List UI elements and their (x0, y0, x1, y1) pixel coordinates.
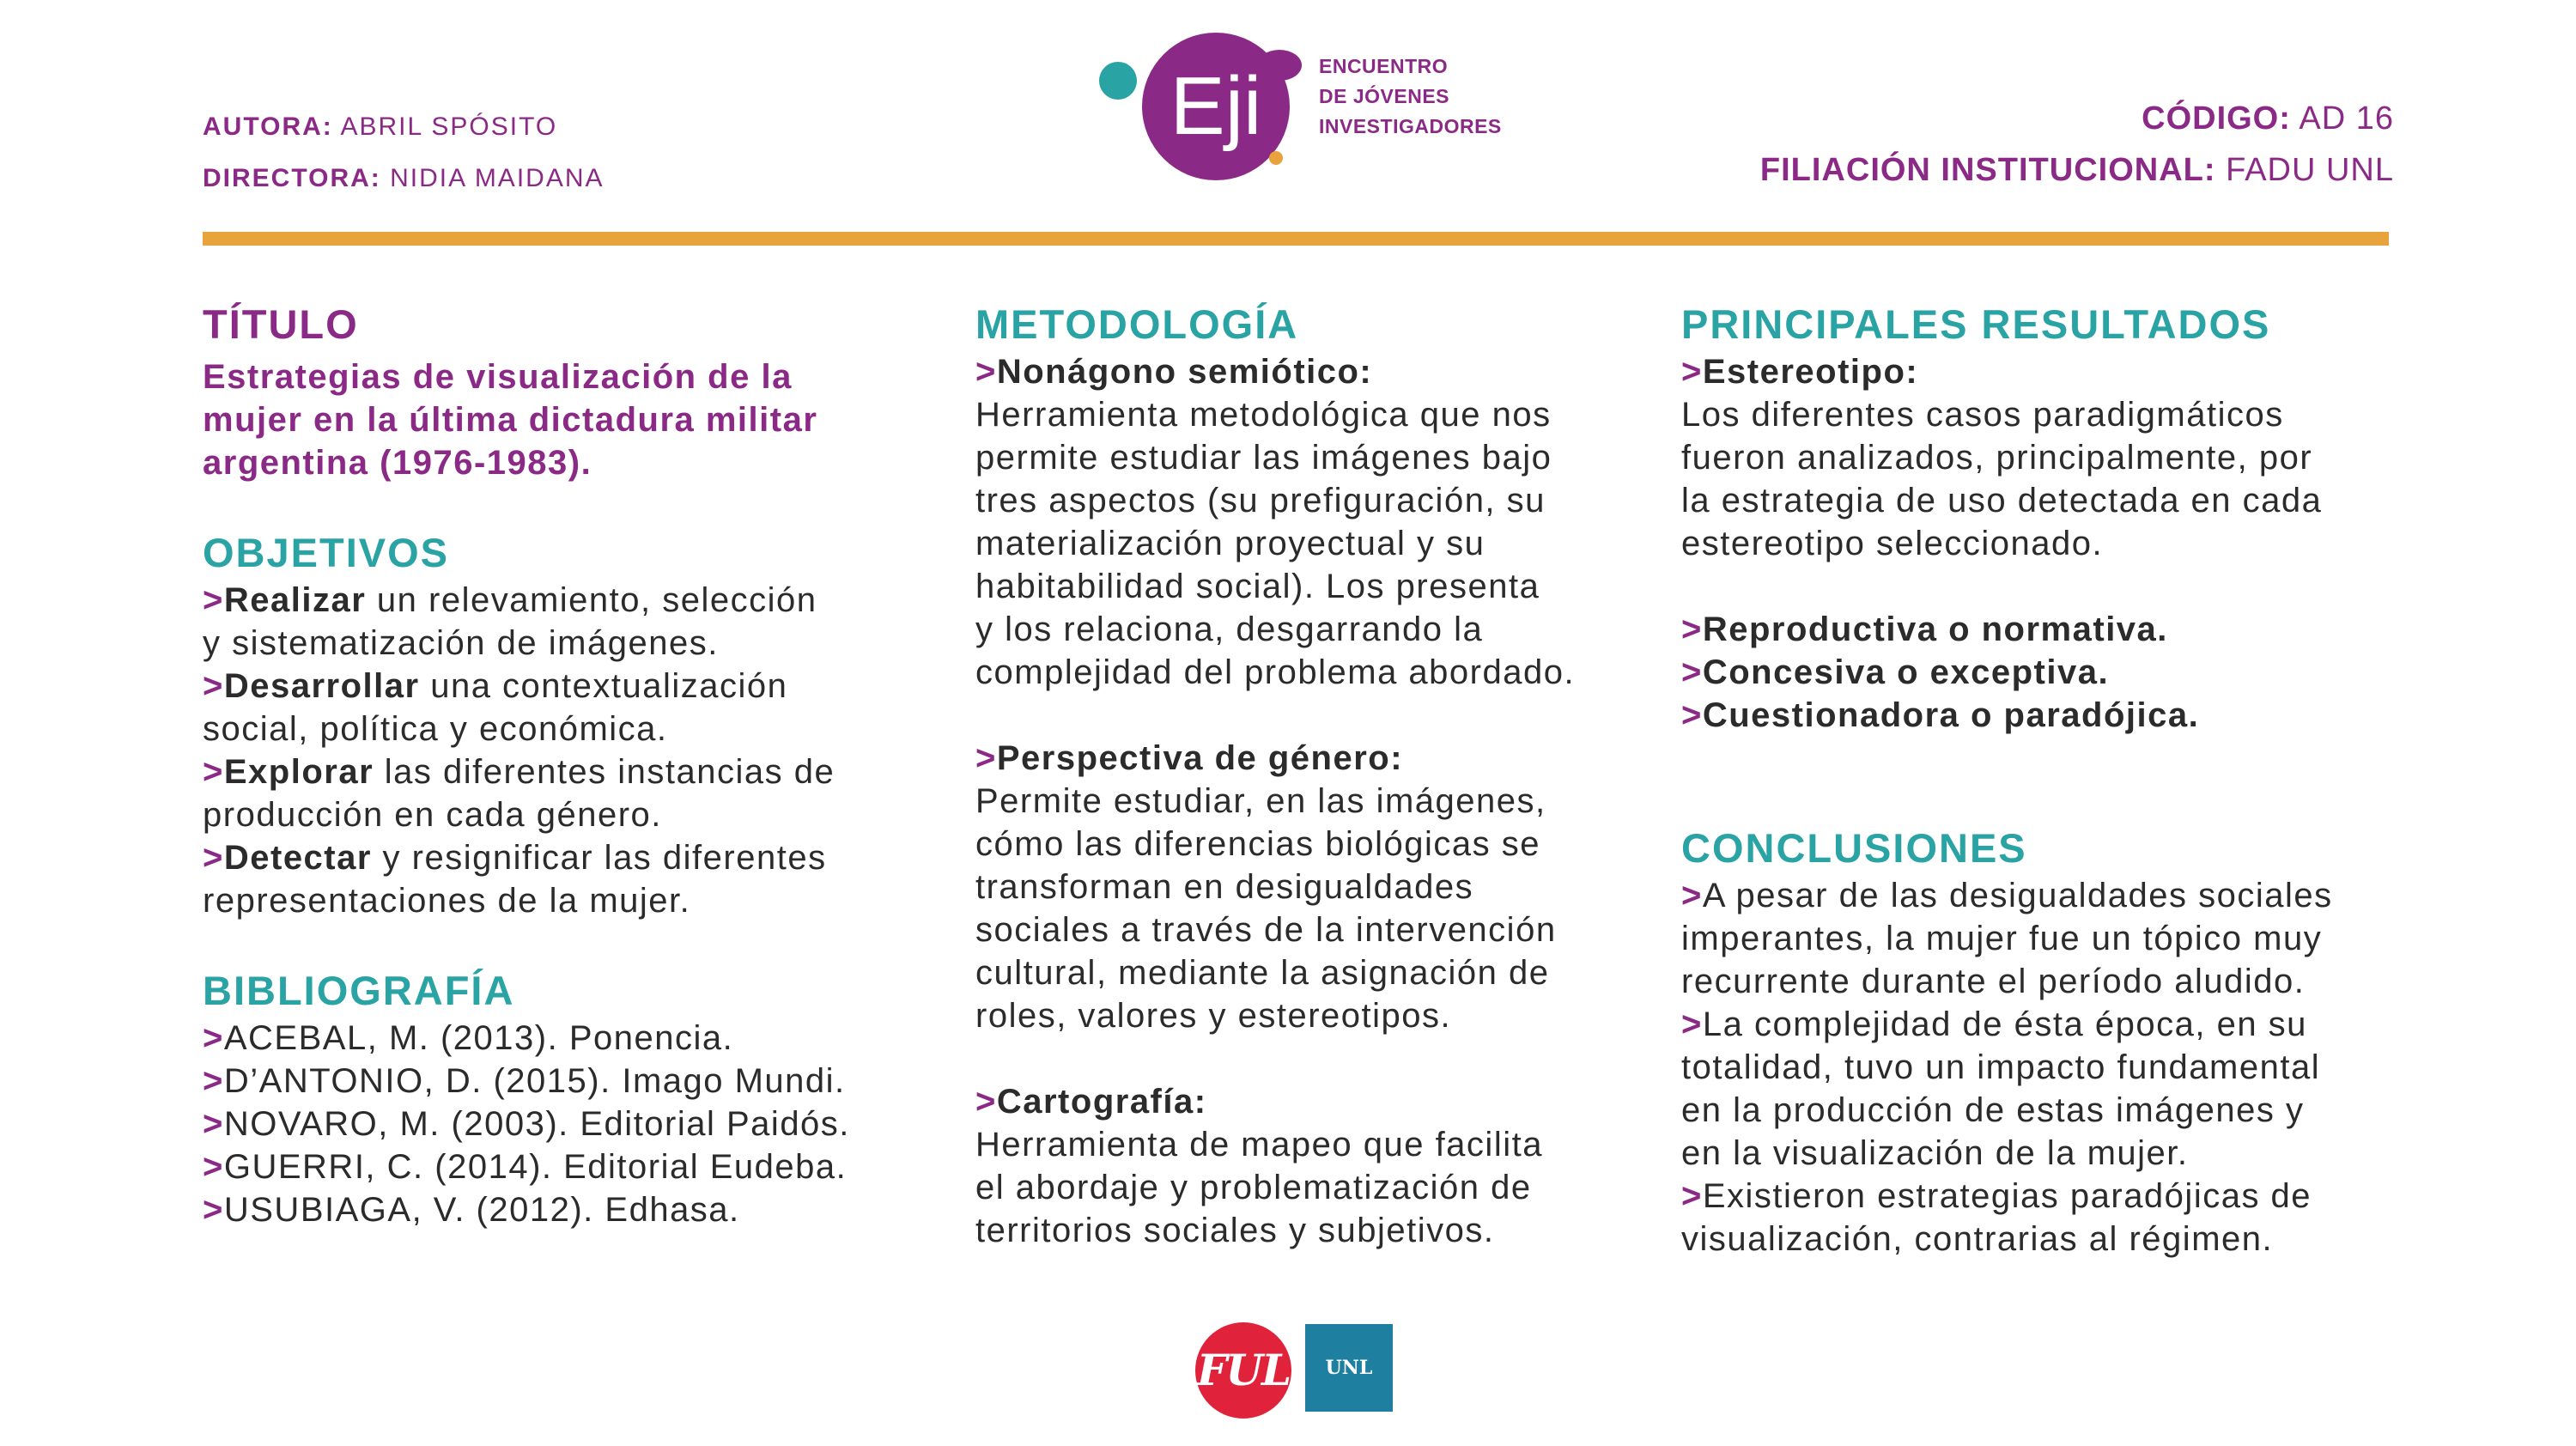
bib-item (203, 1145, 907, 1188)
resultados-heading: PRINCIPALES RESULTADOS (1681, 301, 2271, 347)
section-text: roles, valores y estereotipos. (975, 997, 1452, 1035)
objetivo-text: y resignificar las diferentes (371, 839, 827, 877)
column-left (203, 299, 907, 1231)
type-item (1681, 651, 2403, 694)
title-line: argentina (1976-1983). (203, 444, 592, 482)
metodologia-section (975, 350, 1680, 694)
metodologia-section (975, 1080, 1680, 1252)
bib-text: USUBIAGA, V. (2012). Edhasa. (223, 1191, 740, 1229)
bullet-marker: > (203, 1191, 224, 1229)
header-divider (203, 232, 2389, 246)
objetivos-heading: OBJETIVOS (203, 530, 450, 575)
objetivo-item (203, 579, 907, 665)
eji-logo-text (1319, 52, 1502, 142)
autora-line (203, 101, 605, 153)
spacer (203, 922, 907, 965)
bullet-marker: > (1681, 653, 1703, 691)
conclusion-text: La complejidad de ésta época, en su (1702, 1006, 2307, 1043)
bullet-marker: > (203, 753, 224, 791)
directora-value: NIDIA MAIDANA (390, 164, 605, 192)
bib-item (203, 1188, 907, 1231)
objetivo-item (203, 750, 907, 836)
bullet-marker: > (975, 353, 997, 391)
section-text: cómo las diferencias biológicas se (975, 825, 1540, 863)
type-item (1681, 608, 2403, 651)
objetivo-text: social, política y económica. (203, 710, 668, 748)
conclusion-text: totalidad, tuvo un impacto fundamental (1681, 1048, 2321, 1086)
code-info (1760, 93, 2394, 196)
column-middle (975, 299, 1680, 1252)
metodologia-heading: METODOLOGÍA (975, 301, 1299, 347)
conclusion-text: visualización, contrarias al régimen. (1681, 1220, 2274, 1258)
objetivo-text: representaciones de la mujer. (203, 882, 691, 920)
resultados-text: estereotipo seleccionado. (1681, 525, 2104, 562)
poster-title (203, 355, 907, 484)
directora-line (203, 153, 605, 204)
bullet-marker: > (1681, 353, 1703, 391)
directora-label: DIRECTORA: (203, 164, 381, 192)
bullet-marker: > (203, 1105, 224, 1143)
conclusion-text: A pesar de las desigualdades sociales (1702, 877, 2333, 914)
title-line: Estrategias de visualización de la (203, 358, 793, 396)
conclusion-item (1681, 874, 2403, 1003)
resultados-types (1681, 608, 2403, 737)
section-text: materialización proyectual y su (975, 525, 1485, 562)
section-text: y los relaciona, desgarrando la (975, 611, 1484, 648)
spacer (1681, 565, 2403, 608)
bullet-marker: > (203, 1019, 224, 1057)
section-title: Perspectiva de género: (996, 739, 1404, 777)
metodologia-section (975, 737, 1680, 1037)
conclusion-text: en la visualización de la mujer. (1681, 1134, 2189, 1172)
section-text: territorios sociales y subjetivos. (975, 1212, 1495, 1249)
section-text: Herramienta de mapeo que facilita (975, 1126, 1543, 1163)
titulo-heading: TÍTULO (203, 301, 359, 347)
bullet-marker: > (203, 1148, 224, 1186)
bullet-marker: > (1681, 877, 1703, 914)
spacer (1681, 737, 2403, 823)
filiacion-value: FADU UNL (2226, 152, 2394, 188)
type-text: Cuestionadora o paradójica. (1702, 696, 2200, 734)
conclusiones-list (1681, 874, 2403, 1261)
bullet-marker: > (1681, 611, 1703, 648)
resultados-text: Los diferentes casos paradigmáticos (1681, 396, 2284, 434)
bullet-marker: > (1681, 696, 1703, 734)
objetivo-text: las diferentes instancias de (374, 753, 835, 791)
conclusion-text: Existieron estrategias paradójicas de (1702, 1177, 2312, 1215)
section-text: tres aspectos (su prefiguración, su (975, 482, 1546, 519)
bibliografia-heading: BIBLIOGRAFÍA (203, 968, 515, 1013)
type-text: Reproductiva o normativa. (1702, 611, 2168, 648)
objetivos-list (203, 579, 907, 922)
resultados-text: fueron analizados, principalmente, por (1681, 439, 2313, 477)
autora-label: AUTORA: (203, 112, 333, 141)
column-right (1681, 299, 2403, 1261)
section-text: el abordaje y problematización de (975, 1169, 1532, 1206)
logo-line-3: INVESTIGADORES (1319, 115, 1502, 137)
bibliografia-list (203, 1017, 907, 1231)
bullet-marker: > (203, 581, 224, 619)
resultados-subtitle: Estereotipo: (1702, 353, 1919, 391)
section-title: Nonágono semiótico: (996, 353, 1373, 391)
bullet-marker: > (1681, 1177, 1703, 1215)
bullet-marker: > (975, 739, 997, 777)
ful-logo: FUL (1195, 1322, 1291, 1419)
section-text: cultural, mediante la asignación de (975, 954, 1550, 992)
bullet-marker: > (203, 839, 224, 877)
logo-line-2: DE JÓVENES (1319, 85, 1449, 107)
conclusion-text: imperantes, la mujer fue un tópico muy (1681, 920, 2323, 957)
spacer (203, 484, 907, 527)
resultados-body (1681, 350, 2403, 565)
bullet-marker: > (203, 667, 224, 705)
unl-logo: UNL (1305, 1324, 1393, 1412)
objetivo-text: una contextualización (419, 667, 788, 705)
objetivo-item (203, 665, 907, 750)
spacer (975, 694, 1680, 737)
section-text: Permite estudiar, en las imágenes, (975, 782, 1546, 820)
codigo-line (1760, 93, 2394, 144)
eji-logo-mark: Eji (1170, 60, 1262, 152)
filiacion-label: FILIACIÓN INSTITUCIONAL: (1759, 152, 2216, 188)
bib-text: D’ANTONIO, D. (2015). Imago Mundi. (223, 1062, 846, 1100)
objetivo-text: un relevamiento, selección (366, 581, 817, 619)
bib-item (203, 1017, 907, 1060)
objetivo-verb: Detectar (223, 839, 372, 877)
bib-item (203, 1060, 907, 1103)
author-info (203, 101, 605, 204)
section-text: sociales a través de la intervención (975, 911, 1557, 949)
autora-value: ABRIL SPÓSITO (340, 112, 558, 141)
objetivo-verb: Explorar (223, 753, 374, 791)
bib-text: NOVARO, M. (2003). Editorial Paidós. (223, 1105, 850, 1143)
conclusion-text: recurrente durante el período aludido. (1681, 963, 2306, 1000)
bib-text: ACEBAL, M. (2013). Ponencia. (223, 1019, 734, 1057)
bullet-marker: > (203, 1062, 224, 1100)
bullet-marker: > (1681, 1006, 1703, 1043)
objetivo-text: y sistematización de imágenes. (203, 624, 719, 662)
title-line: mujer en la última dictadura militar (203, 401, 818, 439)
conclusion-item (1681, 1003, 2403, 1175)
section-text: Herramienta metodológica que nos (975, 396, 1552, 434)
objetivo-text: producción en cada género. (203, 796, 662, 834)
objetivo-verb: Realizar (223, 581, 367, 619)
codigo-label: CÓDIGO: (2142, 100, 2291, 137)
resultados-text: la estrategia de uso detectada en cada (1681, 482, 2323, 519)
section-text: transforman en desigualdades (975, 868, 1474, 906)
bullet-marker: > (975, 1083, 997, 1121)
bib-text: GUERRI, C. (2014). Editorial Eudeba. (223, 1148, 848, 1186)
logo-line-1: ENCUENTRO (1319, 55, 1449, 77)
codigo-value: AD 16 (2299, 100, 2394, 137)
objetivo-item (203, 836, 907, 922)
conclusiones-heading: CONCLUSIONES (1681, 825, 2027, 871)
section-text: permite estudiar las imágenes bajo (975, 439, 1552, 477)
type-item (1681, 694, 2403, 737)
section-text: habitabilidad social). Los presenta (975, 568, 1540, 605)
section-text: complejidad del problema abordado. (975, 653, 1576, 691)
type-text: Concesiva o exceptiva. (1702, 653, 2110, 691)
conclusion-item (1681, 1175, 2403, 1261)
filiacion-line (1760, 144, 2394, 196)
conclusion-text: en la producción de estas imágenes y (1681, 1091, 2305, 1129)
section-title: Cartografía: (996, 1083, 1207, 1121)
spacer (975, 1037, 1680, 1080)
bib-item (203, 1103, 907, 1145)
objetivo-verb: Desarrollar (223, 667, 420, 705)
